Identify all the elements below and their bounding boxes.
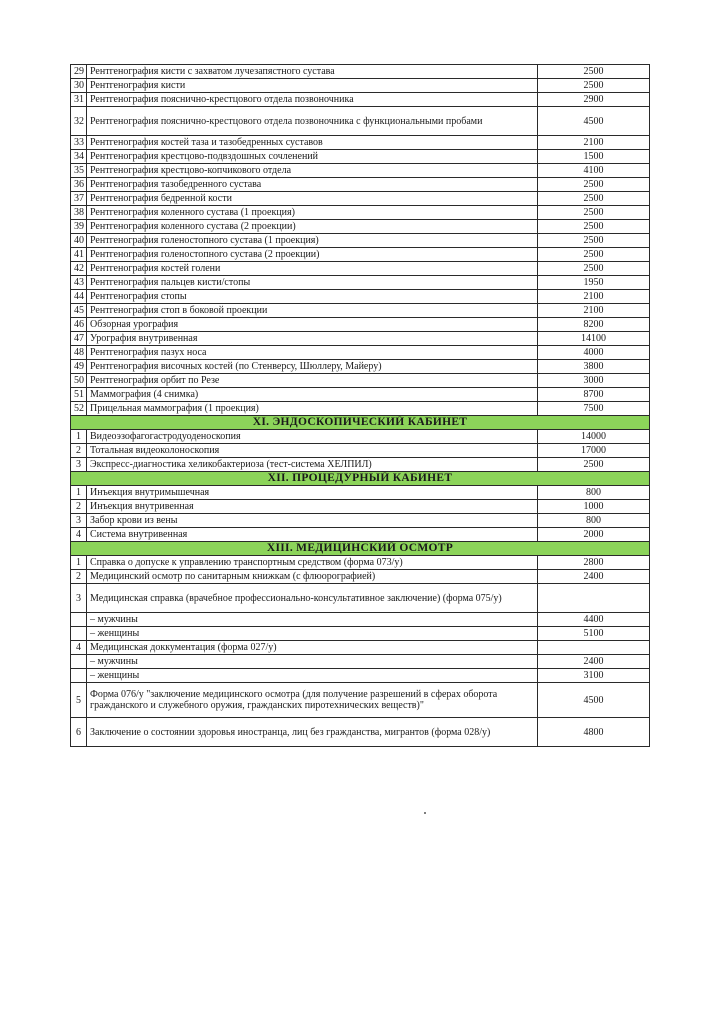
service-price: 3800: [538, 360, 650, 374]
row-number: 4: [71, 641, 87, 655]
table-row: [71, 641, 650, 655]
row-number: 29: [71, 65, 87, 79]
service-price: 1500: [538, 150, 650, 164]
service-name: Забор крови из вены: [87, 514, 538, 528]
service-price: 800: [538, 514, 650, 528]
row-number: 47: [71, 332, 87, 346]
table-row: [71, 458, 650, 472]
row-number: 3: [71, 514, 87, 528]
table-row: [71, 486, 650, 500]
table-row: [71, 318, 650, 332]
row-number: 38: [71, 206, 87, 220]
scan-speck: [424, 812, 426, 814]
service-name: Видеоэзофагогастродуоденоскопия: [87, 430, 538, 444]
row-number: 42: [71, 262, 87, 276]
table-row: [71, 500, 650, 514]
row-number: [71, 669, 87, 683]
service-name: – мужчины: [87, 655, 538, 669]
service-name: Рентгенография кисти: [87, 79, 538, 93]
service-price: 2500: [538, 206, 650, 220]
service-name: Урография внутривенная: [87, 332, 538, 346]
table-row: [71, 332, 650, 346]
service-price: 1950: [538, 276, 650, 290]
row-number: 3: [71, 458, 87, 472]
service-price: 2500: [538, 248, 650, 262]
table-row: [71, 718, 650, 747]
service-price: 2500: [538, 178, 650, 192]
table-row: [71, 388, 650, 402]
service-price: 4500: [538, 107, 650, 136]
row-number: 52: [71, 402, 87, 416]
service-name: Рентгенография кисти с захватом лучезапястного сустава: [87, 65, 538, 79]
row-number: 2: [71, 570, 87, 584]
row-number: 31: [71, 93, 87, 107]
service-name: Рентгенография стоп в боковой проекции: [87, 304, 538, 318]
service-price: 2500: [538, 192, 650, 206]
table-row: [71, 276, 650, 290]
table-row: [71, 65, 650, 79]
service-name: Рентгенография стопы: [87, 290, 538, 304]
service-price: 4500: [538, 683, 650, 718]
row-number: [71, 627, 87, 641]
row-number: 2: [71, 500, 87, 514]
service-price: 7500: [538, 402, 650, 416]
row-number: 5: [71, 683, 87, 718]
table-row: [71, 248, 650, 262]
table-row: [71, 150, 650, 164]
service-price: 4800: [538, 718, 650, 747]
service-price: 2500: [538, 234, 650, 248]
table-row: [71, 669, 650, 683]
service-price: 5100: [538, 627, 650, 641]
service-name: Инъекция внутримышечная: [87, 486, 538, 500]
service-price: 2800: [538, 556, 650, 570]
row-number: 39: [71, 220, 87, 234]
table-row: [71, 556, 650, 570]
row-number: 41: [71, 248, 87, 262]
service-name: Медицинская доккументация (форма 027/у): [87, 641, 538, 655]
table-row: [71, 206, 650, 220]
service-name: Рентгенография тазобедренного сустава: [87, 178, 538, 192]
row-number: 48: [71, 346, 87, 360]
service-name: Рентгенография пояснично-крестцового отдела позвоночника с функциональными пробами: [87, 107, 538, 136]
service-price: 4100: [538, 164, 650, 178]
service-price: 4400: [538, 613, 650, 627]
table-row: [71, 430, 650, 444]
row-number: 51: [71, 388, 87, 402]
service-name: Заключение о состоянии здоровья иностранца, лиц без гражданства, мигрантов (форма 028/у): [87, 718, 538, 747]
table-row: [71, 444, 650, 458]
section-header-row: [71, 416, 650, 430]
service-name: – женщины: [87, 627, 538, 641]
service-price: 2400: [538, 570, 650, 584]
table-row: [71, 192, 650, 206]
service-name: Рентгенография коленного сустава (1 проекция): [87, 206, 538, 220]
service-name: Рентгенография коленного сустава (2 проекции): [87, 220, 538, 234]
row-number: 40: [71, 234, 87, 248]
service-price: 3100: [538, 669, 650, 683]
service-name: Экспресс-диагностика хеликобактериоза (тест-система ХЕЛПИЛ): [87, 458, 538, 472]
row-number: 32: [71, 107, 87, 136]
service-price: 2100: [538, 304, 650, 318]
table-row: [71, 304, 650, 318]
service-name: Рентгенография орбит по Резе: [87, 374, 538, 388]
table-row: [71, 136, 650, 150]
table-row: [71, 528, 650, 542]
service-name: Рентгенография пазух носа: [87, 346, 538, 360]
row-number: 1: [71, 556, 87, 570]
row-number: 3: [71, 584, 87, 613]
service-name: Рентгенография пояснично-крестцового отдела позвоночника: [87, 93, 538, 107]
row-number: [71, 613, 87, 627]
row-number: 35: [71, 164, 87, 178]
service-price: 3000: [538, 374, 650, 388]
section-header-row: [71, 542, 650, 556]
row-number: 30: [71, 79, 87, 93]
service-price: 14100: [538, 332, 650, 346]
table-row: [71, 584, 650, 613]
row-number: 50: [71, 374, 87, 388]
service-name: Справка о допуске к управлению транспортным средством (форма 073/у): [87, 556, 538, 570]
row-number: 4: [71, 528, 87, 542]
service-price: [538, 584, 650, 613]
table-row: [71, 683, 650, 718]
service-name: – женщины: [87, 669, 538, 683]
table-row: [71, 570, 650, 584]
row-number: 33: [71, 136, 87, 150]
table-row: [71, 93, 650, 107]
table-row: [71, 290, 650, 304]
row-number: 45: [71, 304, 87, 318]
service-price: 2000: [538, 528, 650, 542]
service-price: [538, 641, 650, 655]
service-name: Рентгенография бедренной кости: [87, 192, 538, 206]
service-price: 2400: [538, 655, 650, 669]
service-name: Тотальная видеоколоноскопия: [87, 444, 538, 458]
row-number: 1: [71, 430, 87, 444]
table-row: [71, 613, 650, 627]
table-row: [71, 234, 650, 248]
section-title: XIII. МЕДИЦИНСКИЙ ОСМОТР: [71, 542, 650, 556]
service-name: Рентгенография костей таза и тазобедренных суставов: [87, 136, 538, 150]
service-name: Рентгенография крестцово-копчикового отдела: [87, 164, 538, 178]
table-row: [71, 220, 650, 234]
service-price: 14000: [538, 430, 650, 444]
section-header-row: [71, 472, 650, 486]
service-name: Маммография (4 снимка): [87, 388, 538, 402]
row-number: 1: [71, 486, 87, 500]
service-price: 2100: [538, 290, 650, 304]
service-price: 2500: [538, 65, 650, 79]
row-number: 6: [71, 718, 87, 747]
service-name: – мужчины: [87, 613, 538, 627]
table-row: [71, 374, 650, 388]
price-table: [70, 64, 650, 747]
table-row: [71, 514, 650, 528]
section-title: XII. ПРОЦЕДУРНЫЙ КАБИНЕТ: [71, 472, 650, 486]
row-number: [71, 655, 87, 669]
service-name: Рентгенография костей голени: [87, 262, 538, 276]
row-number: 49: [71, 360, 87, 374]
service-price: 2900: [538, 93, 650, 107]
service-price: 2500: [538, 262, 650, 276]
table-row: [71, 164, 650, 178]
service-name: Система внутривенная: [87, 528, 538, 542]
service-name: Форма 076/у "заключение медицинского осмотра (для получение разрешений в сферах оборота гражданского и служебного оружия, гражданских пиротехнических веществ)": [87, 683, 538, 718]
section-title: XI. ЭНДОСКОПИЧЕСКИЙ КАБИНЕТ: [71, 416, 650, 430]
service-name: Медицинская справка (врачебное профессионально-консультативное заключение) (форма 075/у): [87, 584, 538, 613]
row-number: 46: [71, 318, 87, 332]
service-price: 2500: [538, 220, 650, 234]
service-price: 8700: [538, 388, 650, 402]
table-row: [71, 262, 650, 276]
price-list-sheet: [70, 64, 650, 747]
row-number: 36: [71, 178, 87, 192]
service-name: Рентгенография височных костей (по Стенверсу, Шюллеру, Майеру): [87, 360, 538, 374]
service-name: Рентгенография пальцев кисти/стопы: [87, 276, 538, 290]
service-name: Рентгенография крестцово-подвздошных сочленений: [87, 150, 538, 164]
table-row: [71, 627, 650, 641]
service-name: Рентгенография голеностопного сустава (1 проекция): [87, 234, 538, 248]
table-row: [71, 360, 650, 374]
service-price: 1000: [538, 500, 650, 514]
table-row: [71, 346, 650, 360]
row-number: 2: [71, 444, 87, 458]
row-number: 43: [71, 276, 87, 290]
table-row: [71, 107, 650, 136]
service-price: 8200: [538, 318, 650, 332]
table-row: [71, 79, 650, 93]
row-number: 37: [71, 192, 87, 206]
service-price: 2100: [538, 136, 650, 150]
service-price: 4000: [538, 346, 650, 360]
service-price: 2500: [538, 79, 650, 93]
table-row: [71, 402, 650, 416]
row-number: 44: [71, 290, 87, 304]
service-name: Инъекция внутривенная: [87, 500, 538, 514]
row-number: 34: [71, 150, 87, 164]
service-name: Медицинский осмотр по санитарным книжкам (с флюорографией): [87, 570, 538, 584]
service-name: Прицельная маммография (1 проекция): [87, 402, 538, 416]
service-name: Обзорная урография: [87, 318, 538, 332]
service-price: 2500: [538, 458, 650, 472]
service-name: Рентгенография голеностопного сустава (2 проекции): [87, 248, 538, 262]
service-price: 800: [538, 486, 650, 500]
table-row: [71, 655, 650, 669]
service-price: 17000: [538, 444, 650, 458]
table-row: [71, 178, 650, 192]
